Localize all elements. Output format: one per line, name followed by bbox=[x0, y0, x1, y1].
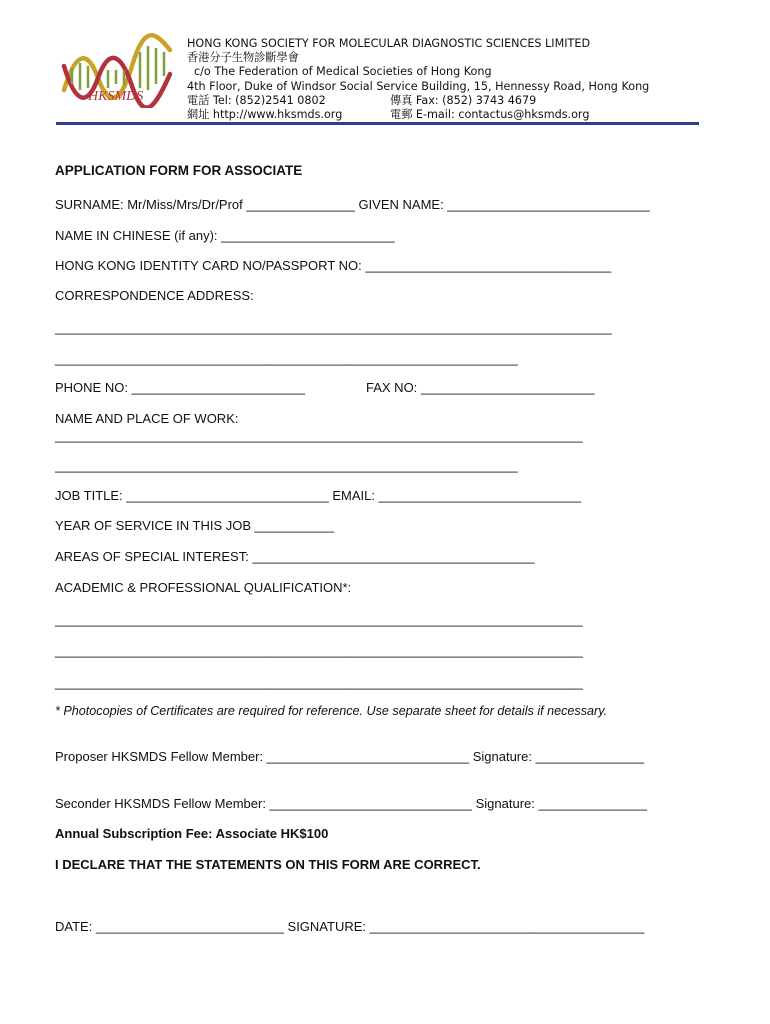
work-label: NAME AND PLACE OF WORK: bbox=[55, 411, 239, 426]
qualification-line-1[interactable]: _________________________________________________________________________ bbox=[55, 612, 583, 627]
address-line-1[interactable]: _____________________________________________________________________________ bbox=[55, 320, 612, 335]
address-line-2[interactable]: ________________________________________________________________ bbox=[55, 351, 518, 366]
declaration: I DECLARE THAT THE STATEMENTS ON THIS FORM ARE CORRECT. bbox=[55, 857, 481, 872]
seconder-field[interactable]: Seconder HKSMDS Fellow Member: ____________________________ Signature: _______________ bbox=[55, 796, 647, 811]
certificate-note: * Photocopies of Certificates are required for reference. Use separate sheet for details if necessary. bbox=[55, 704, 608, 718]
date-signature-field[interactable]: DATE: __________________________ SIGNATURE: ______________________________________ bbox=[55, 919, 645, 934]
qualification-line-3[interactable]: _________________________________________________________________________ bbox=[55, 675, 583, 690]
qualification-label: ACADEMIC & PROFESSIONAL QUALIFICATION*: bbox=[55, 580, 352, 595]
proposer-field[interactable]: Proposer HKSMDS Fellow Member: ____________________________ Signature: _______________ bbox=[55, 749, 645, 764]
job-title-email-field[interactable]: JOB TITLE: ____________________________ EMAIL: ____________________________ bbox=[55, 488, 582, 503]
special-interest-field[interactable]: AREAS OF SPECIAL INTEREST: _______________________________________ bbox=[55, 549, 535, 564]
subscription-fee: Annual Subscription Fee: Associate HK$100 bbox=[55, 826, 329, 841]
email: 電郵 E-mail: contactus@hksmds.org bbox=[390, 108, 590, 122]
letterhead bbox=[187, 37, 649, 122]
org-address: 4th Floor, Duke of Windsor Social Service Building, 15, Hennessy Road, Hong Kong bbox=[187, 79, 650, 93]
logo-text: HKSMDS bbox=[88, 89, 144, 104]
work-line-2[interactable]: ________________________________________________________________ bbox=[55, 458, 518, 473]
work-line-1[interactable]: _________________________________________________________________________ bbox=[55, 428, 583, 443]
tel: 電話 Tel: (852)2541 0802 bbox=[187, 93, 326, 107]
year-of-service-field[interactable]: YEAR OF SERVICE IN THIS JOB ___________ bbox=[55, 518, 335, 533]
fax-field[interactable]: FAX NO: ________________________ bbox=[366, 380, 595, 395]
hksmds-logo bbox=[58, 30, 176, 108]
qualification-line-2[interactable]: _________________________________________________________________________ bbox=[55, 643, 583, 658]
org-name: HONG KONG SOCIETY FOR MOLECULAR DIAGNOSTIC SCIENCES LIMITED bbox=[187, 37, 591, 50]
org-name-chinese: 香港分子生物診斷學會 bbox=[187, 51, 299, 65]
contact-row-2 bbox=[187, 108, 649, 122]
hkid-field[interactable]: HONG KONG IDENTITY CARD NO/PASSPORT NO: __________________________________ bbox=[55, 258, 612, 273]
contact-row-1 bbox=[187, 94, 649, 108]
phone-field[interactable]: PHONE NO: ________________________ bbox=[55, 380, 306, 395]
address-label: CORRESPONDENCE ADDRESS: bbox=[55, 288, 254, 303]
website: 網址 http://www.hksmds.org bbox=[187, 108, 343, 122]
chinese-name-field[interactable]: NAME IN CHINESE (if any): ________________________ bbox=[55, 228, 395, 243]
form-title: APPLICATION FORM FOR ASSOCIATE bbox=[55, 163, 303, 178]
surname-field[interactable]: SURNAME: Mr/Miss/Mrs/Dr/Prof _______________ GIVEN NAME: ____________________________ bbox=[55, 197, 650, 212]
header-rule bbox=[56, 122, 699, 125]
care-of: c/o The Federation of Medical Societies of Hong Kong bbox=[194, 65, 492, 79]
fax: 傳真 Fax: (852) 3743 4679 bbox=[390, 93, 537, 107]
